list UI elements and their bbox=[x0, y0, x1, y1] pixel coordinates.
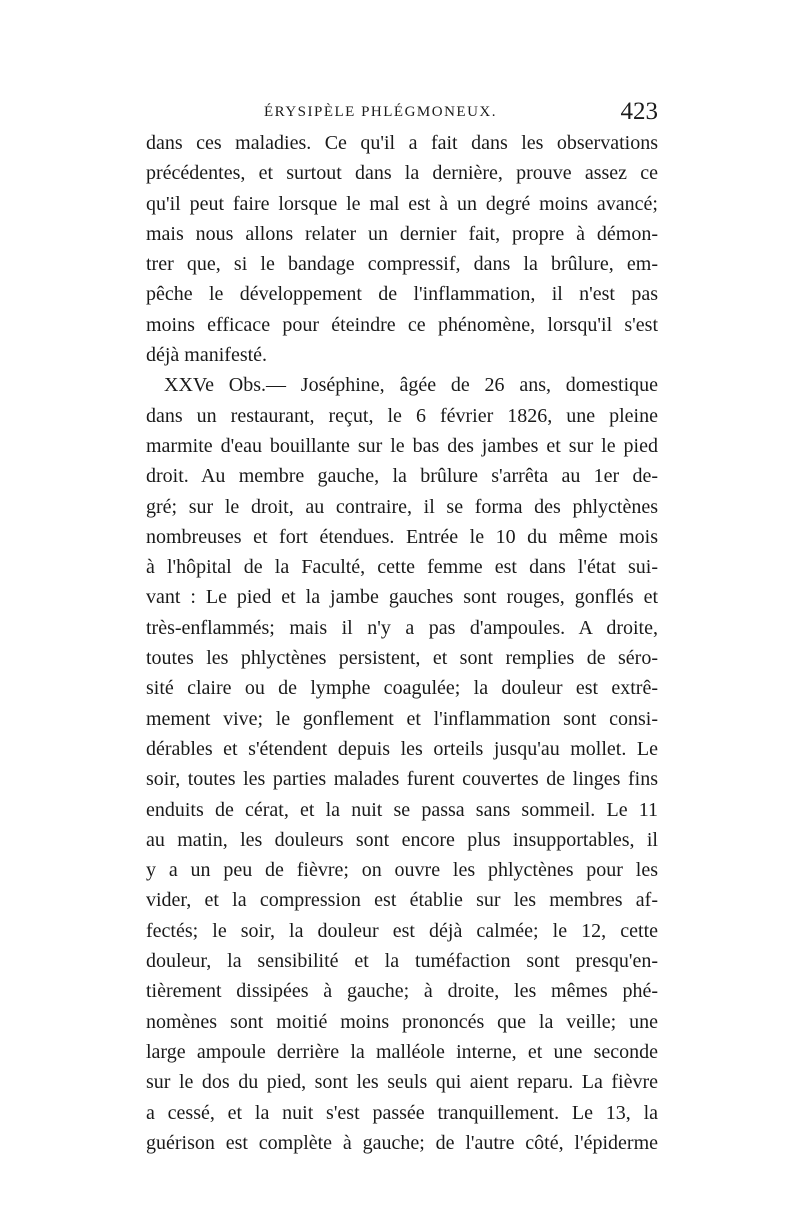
text-line: vant : Le pied et la jambe gauches sont rouges, gonflés et bbox=[146, 586, 658, 609]
text-line: a cessé, et la nuit s'est passée tranquillement. Le 13, la bbox=[146, 1101, 658, 1124]
running-title: ÉRYSIPÈLE PHLÉGMONEUX. bbox=[264, 104, 498, 120]
text-line: douleur, la sensibilité et la tuméfaction sont presqu'en- bbox=[146, 950, 658, 973]
text-line: trer que, si le bandage compressif, dans la brûlure, em- bbox=[146, 253, 658, 276]
page-header bbox=[146, 98, 658, 128]
text-line: dans un restaurant, reçut, le 6 février 1826, une pleine bbox=[146, 404, 658, 427]
text-line: tièrement dissipées à gauche; à droite, les mêmes phé- bbox=[146, 980, 658, 1003]
text-line: y a un peu de fièvre; on ouvre les phlyctènes pour les bbox=[146, 859, 658, 882]
text-line: marmite d'eau bouillante sur le bas des jambes et sur le pied bbox=[146, 434, 658, 457]
text-line: moins efficace pour éteindre ce phénomène, lorsqu'il s'est bbox=[146, 313, 658, 336]
text-line: qu'il peut faire lorsque le mal est à un degré moins avancé; bbox=[146, 192, 658, 215]
text-line: large ampoule derrière la malléole interne, et une seconde bbox=[146, 1040, 658, 1063]
text-line: pêche le développement de l'inflammation, il n'est pas bbox=[146, 283, 658, 306]
text-line: précédentes, et surtout dans la dernière, prouve assez ce bbox=[146, 162, 658, 185]
text-line: fectés; le soir, la douleur est déjà calmée; le 12, cette bbox=[146, 919, 658, 942]
text-line: dérables et s'étendent depuis les orteils jusqu'au mollet. Le bbox=[146, 737, 658, 760]
text-line: droit. Au membre gauche, la brûlure s'arrêta au 1er de- bbox=[146, 465, 658, 488]
text-line: mement vive; le gonflement et l'inflammation sont consi- bbox=[146, 707, 658, 730]
text-line: dans ces maladies. Ce qu'il a fait dans les observations bbox=[146, 132, 658, 154]
text-line: toutes les phlyctènes persistent, et sont remplies de séro- bbox=[146, 647, 658, 670]
text-line: guérison est complète à gauche; de l'autre côté, l'épiderme bbox=[146, 1131, 658, 1154]
text-line: vider, et la compression est établie sur les membres af- bbox=[146, 889, 658, 912]
observation-heading-line: XXVe Obs.— Joséphine, âgée de 26 ans, domestique bbox=[164, 374, 658, 397]
text-line: nomènes sont moitié moins prononcés que la veille; une bbox=[146, 1010, 658, 1033]
text-line: très-enflammés; mais il n'y a pas d'ampoules. A droite, bbox=[146, 616, 658, 639]
text-line: sur le dos du pied, sont les seuls qui aient reparu. La fièvre bbox=[146, 1071, 658, 1094]
text-line: mais nous allons relater un dernier fait, propre à démon- bbox=[146, 222, 658, 245]
text-line: à l'hôpital de la Faculté, cette femme est dans l'état sui- bbox=[146, 556, 658, 579]
text-line: déjà manifesté. bbox=[146, 344, 268, 367]
text-line: nombreuses et fort étendues. Entrée le 10 du même mois bbox=[146, 525, 658, 548]
text-line: gré; sur le droit, au contraire, il se forma des phlyctènes bbox=[146, 495, 658, 518]
text-line: soir, toutes les parties malades furent couvertes de linges fins bbox=[146, 768, 658, 791]
text-line: sité claire ou de lymphe coagulée; la douleur est extrê- bbox=[146, 677, 658, 700]
body-text bbox=[146, 128, 658, 1158]
text-line: enduits de cérat, et la nuit se passa sans sommeil. Le 11 bbox=[146, 798, 658, 821]
text-line: au matin, les douleurs sont encore plus insupportables, il bbox=[146, 828, 658, 851]
page-number: 423 bbox=[620, 98, 658, 125]
